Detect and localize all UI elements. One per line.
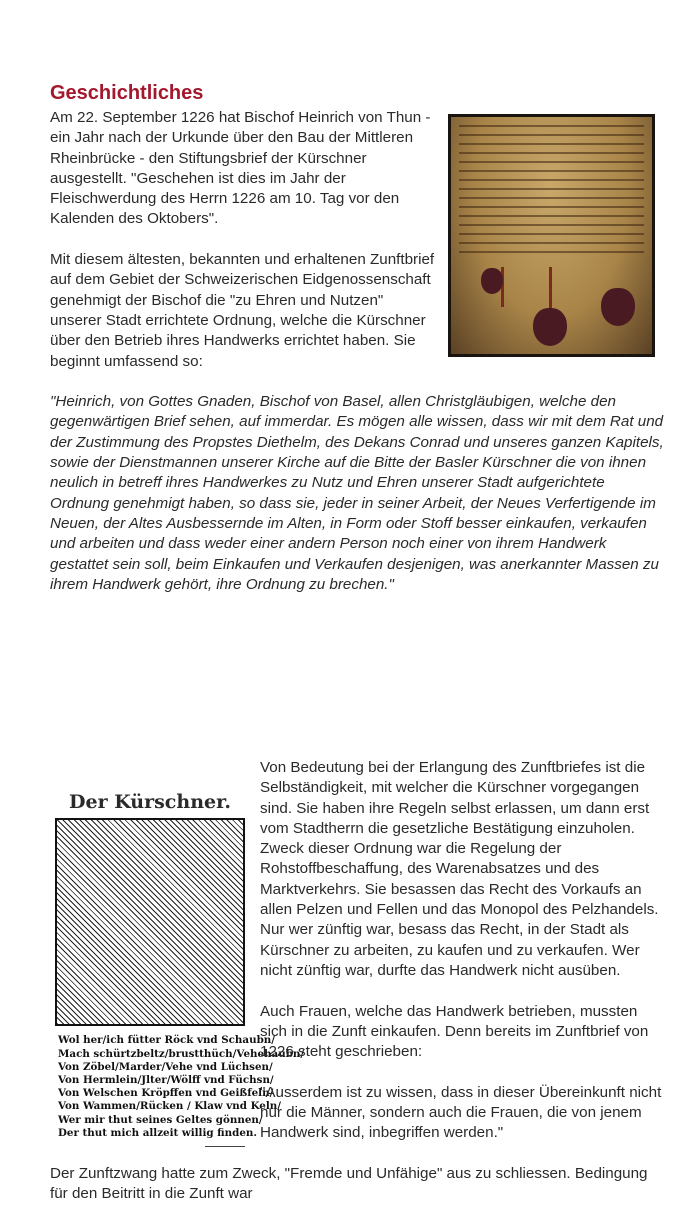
article [50, 80, 665, 615]
lower-section [50, 758, 665, 1225]
paragraph-bedeutung: Von Bedeutung bei der Erlangung des Zunftbriefes ist die Selbständigkeit, mit welcher die Kürschner vorgegangen sind. Sie haben ihre Regeln selbst erlassen, um dann erst vom Stadtherrn die gesetzliche Bestätigung einzuholen. Zweck dieser Ordnung war die Regelung der Rohstoffbeschaffung, des Warenabsatzes und des Marktverkehrs. Sie besassen das Recht des Vorkaufs an allen Pelzen und Fellen und das Monopol des Pelzhandels. Nur wer zünftig war, besass das Recht, in der Stadt als Kürschner zu arbeiten, zu kaufen und zu verkaufen. Wer nicht zünftig war, durfte das Handwerk nicht ausüben. [260, 759, 659, 979]
paragraph-zunftzwang: Der Zunftzwang hatte zum Zweck, "Fremde und Unfähige" aus zu schliessen. Bedingung für den Beitritt in die Zunft war [50, 1164, 648, 1203]
woodcut-image [55, 818, 245, 1026]
parchment-text-lines [459, 125, 644, 255]
seal-cord [549, 267, 552, 312]
parchment-image [451, 117, 652, 354]
charter-document-photo [448, 114, 655, 357]
paragraph-intro: Am 22. September 1226 hat Bischof Heinrich von Thun - ein Jahr nach der Urkunde über den Bau der Mittleren Rheinbrücke - den Stiftungsbrief der Kürschner ausgestellt. "Geschehen ist dies im Jahr der Fleischwerdung des Herrn 1226 am 10. Tag vor den Kalenden des Oktobers". [50, 109, 431, 228]
quote-charter: "Heinrich, von Gottes Gnaden, Bischof von Basel, allen Christgläubigen, welche den gegenwärtigen Brief sehen, auf immerdar. Es mögen alle wissen, dass wir mit dem Rat und der Zustimmung des Propstes Diethelm, des Dekans Conrad und unseres ganzen Kapitels, sowie der Dienstmannen unserer Kirche auf die Bitte der Basler Kürschner die von ihnen neulich in betreff ihres Handwerkes zu Nutz und Ehren unserer Stadt aufgerichtete Ordnung genehmigt haben, so dass sie, jeder in seiner Arbeit, der Neues Verfertigende im Neuen, der Altes Ausbessernde im Alten, in Form oder Stoff besser einkaufen, verkaufen und arbeiten und dass weder einer andern Person noch einer von ihrem Handwerk gestattet sein soll, beim Einkaufen und Verkaufen desjenigen, was anerkannter Massen zu ihrem Handwerk gehört, ihre Ordnung zu brechen." [50, 393, 664, 593]
divider [205, 1146, 245, 1147]
paragraph-zunftbrief: Mit diesem ältesten, bekannten und erhaltenen Zunftbrief auf dem Gebiet der Schweizerischen Eidgenossenschaft genehmigt der Bischof die "zu Ehren und Nutzen" unserer Stadt errichtete Ordnung, welche die Kürschner über den Betrieb ihres Handwerks errichtet haben. Sie beginnt umfassend so: [50, 251, 435, 370]
woodcut-title: Der Kürschner. [69, 791, 231, 813]
kuerschner-woodcut [50, 784, 305, 1147]
wax-seal [481, 268, 503, 294]
wax-seal [533, 308, 567, 346]
page-title: Geschichtliches [50, 82, 204, 104]
quote-frauen: "Ausserdem ist zu wissen, dass in dieser Übereinkunft nicht nur die Männer, sondern auch die Frauen, die von jenem Handwerk sind, inbegriffen werden." [260, 1083, 662, 1142]
paragraph-frauen: Auch Frauen, welche das Handwerk betrieben, mussten sich in die Zunft einkaufen. Denn bereits im Zunftbrief von 1226 steht geschrieben: [260, 1002, 649, 1061]
wax-seal [601, 288, 635, 326]
woodcut-caption: Wol her/ich fütter Röck vnd Schaubn/ Mach schürtzbeltz/brustthüch/Vehehaubn/ Von Zöbel/Marder/Vehe vnd Lüchsen/ Von Hermlein/Jlter/Wölff vnd Füchsn/ Von Welschen Kröpffen vnd Geißfeln/ Von Wammen/Rücken / Klaw vnd Keln/ Wer mir thut seines Geltes gönnen/ Der thut mich allzeit willig finden. [58, 1034, 305, 1139]
